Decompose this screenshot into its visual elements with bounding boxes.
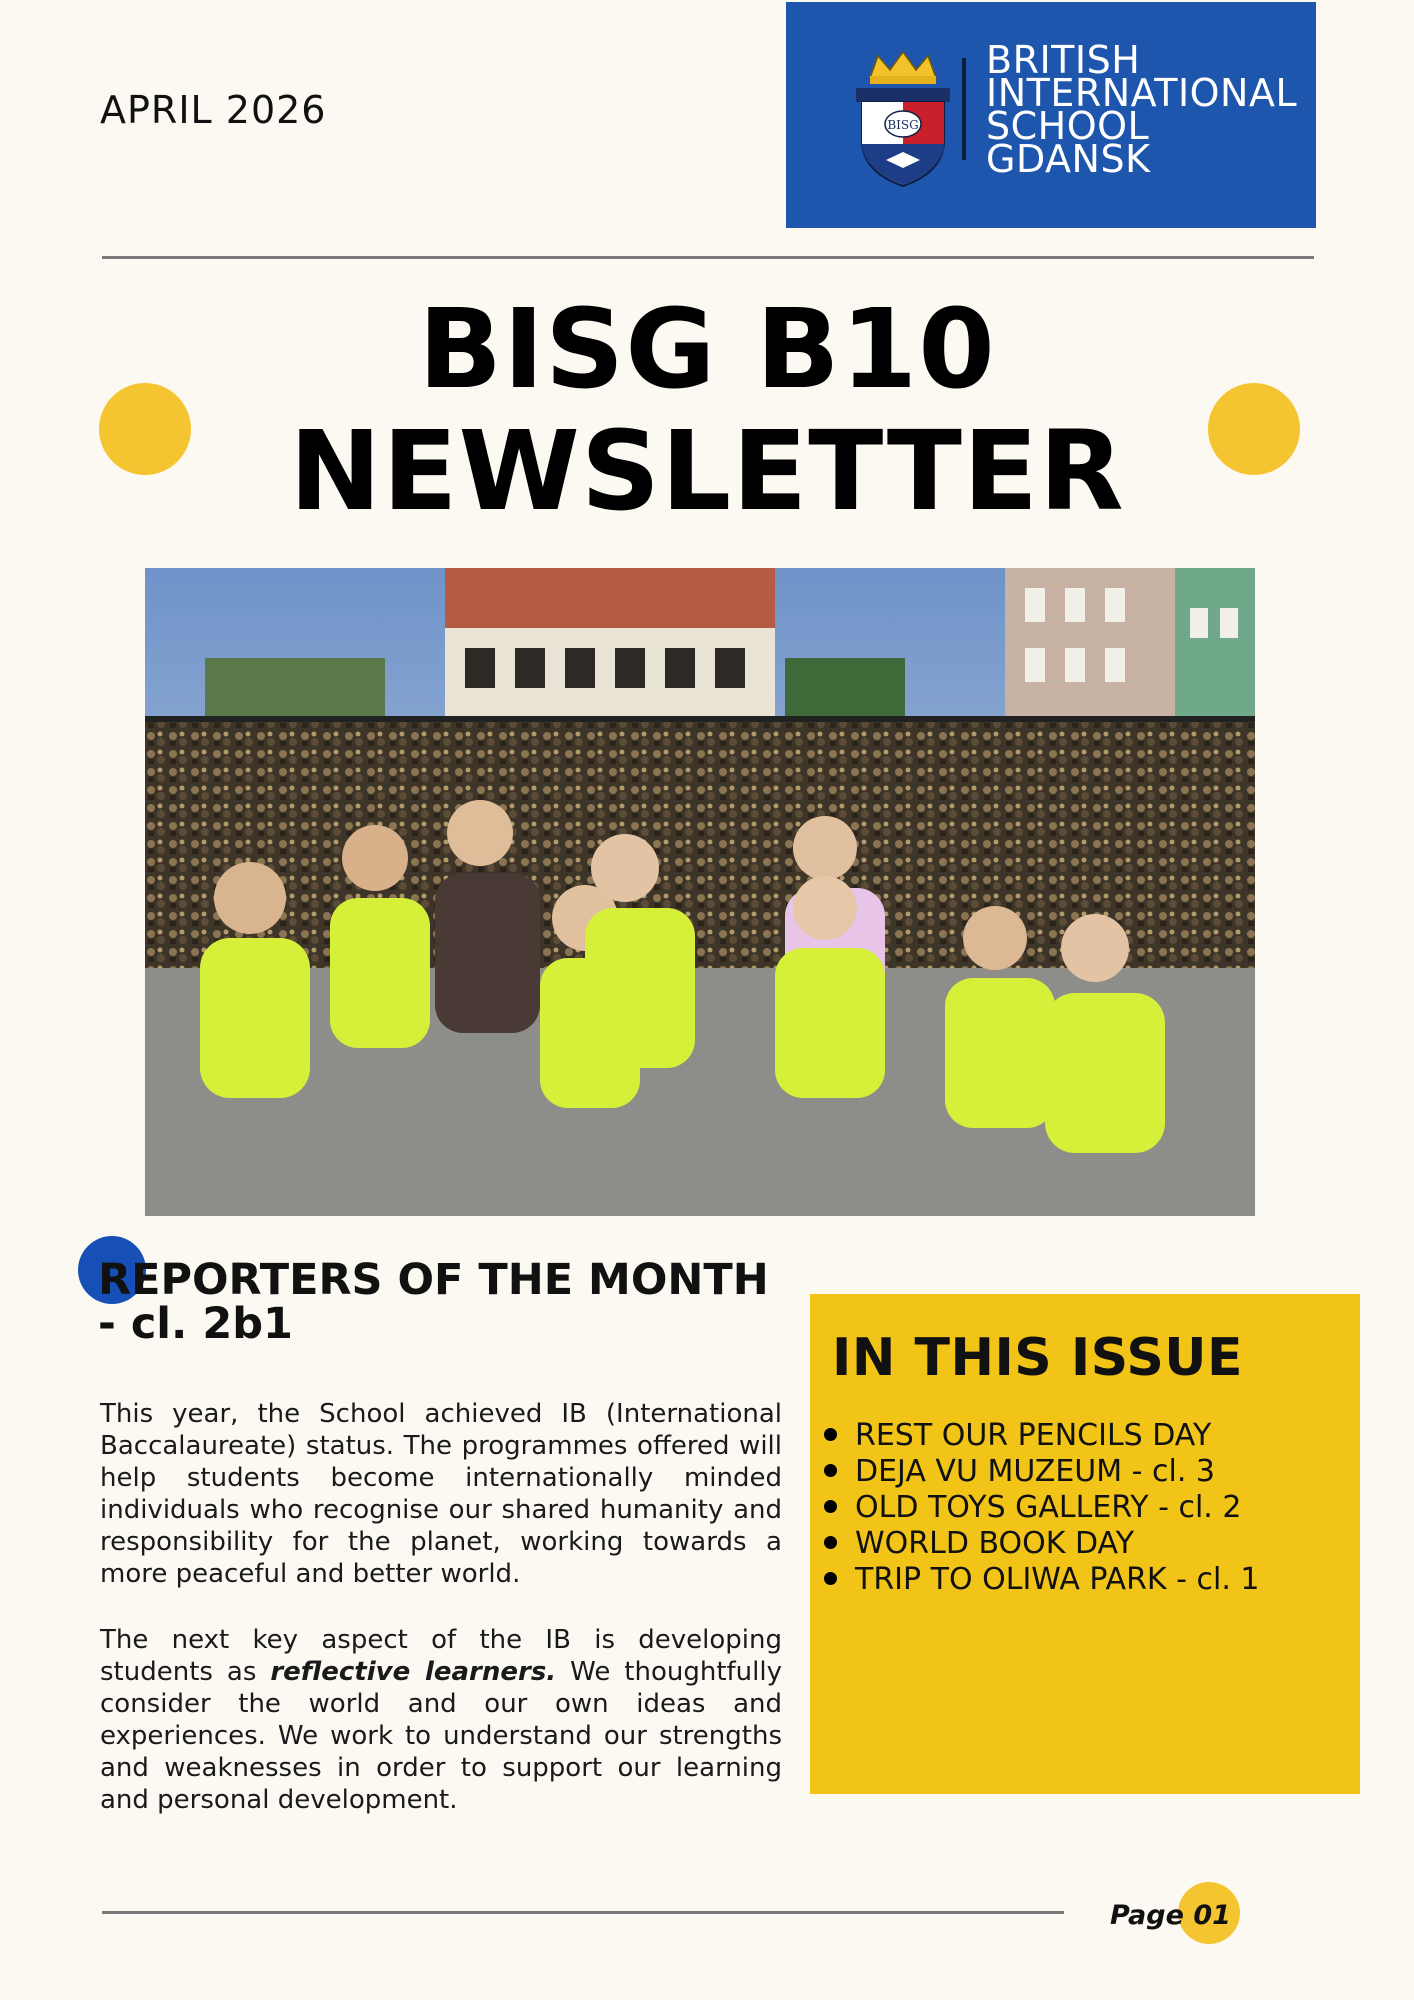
list-item-label: OLD TOYS GALLERY - cl. 2 xyxy=(855,1490,1242,1525)
list-item-label: WORLD BOOK DAY xyxy=(855,1526,1135,1561)
article-paragraph xyxy=(100,1624,782,1816)
list-item xyxy=(824,1526,1259,1562)
bullet-icon xyxy=(824,1428,837,1441)
bullet-icon xyxy=(824,1500,837,1513)
bullet-icon xyxy=(824,1464,837,1477)
in-this-issue-heading: IN THIS ISSUE xyxy=(832,1328,1244,1388)
emphasis-text: reflective learners. xyxy=(270,1657,557,1687)
page-word: Page xyxy=(1110,1900,1184,1931)
school-crest-icon xyxy=(848,48,958,188)
school-name-line: GDANSK xyxy=(986,137,1151,181)
page-number xyxy=(1110,1900,1231,1931)
crest-initials: BISG xyxy=(887,118,919,132)
article-heading xyxy=(98,1255,798,1349)
bullet-icon xyxy=(824,1572,837,1585)
school-name-line: BRITISH xyxy=(986,38,1141,82)
article-heading-line: REPORTERS OF THE MONTH xyxy=(98,1255,769,1305)
page-number-value: 01 xyxy=(1193,1900,1231,1931)
school-name-line: INTERNATIONAL xyxy=(986,71,1298,115)
title-line: BISG B10 xyxy=(418,285,996,413)
list-item-label: REST OUR PENCILS DAY xyxy=(855,1418,1212,1453)
in-this-issue-box xyxy=(810,1294,1360,1794)
logo-divider xyxy=(962,58,966,160)
list-item xyxy=(824,1490,1259,1526)
top-divider xyxy=(102,256,1314,259)
bottom-divider xyxy=(102,1911,1064,1914)
paragraph-text: The next key aspect of the IB is developing students as xyxy=(100,1625,782,1687)
list-item xyxy=(824,1454,1259,1490)
class-group-photo xyxy=(145,568,1255,1216)
article-paragraph: This year, the School achieved IB (International Baccalaureate) status. The programmes offered will help students become internationally minded individuals who recognise our shared humanity and responsibility for the planet, working towards a more peaceful and better world. xyxy=(100,1399,782,1589)
list-item-label: DEJA VU MUZEUM - cl. 3 xyxy=(855,1454,1215,1489)
title-line: NEWSLETTER xyxy=(289,407,1125,535)
list-item xyxy=(824,1562,1259,1598)
school-logo xyxy=(786,2,1316,228)
bullet-icon xyxy=(824,1536,837,1549)
photo-illustration-icon xyxy=(145,568,1255,1216)
list-item xyxy=(824,1418,1259,1454)
list-item-label: TRIP TO OLIWA PARK - cl. 1 xyxy=(855,1562,1260,1597)
issue-date: APRIL 2026 xyxy=(100,88,327,132)
newsletter-title xyxy=(0,285,1414,535)
article-heading-line: - cl. 2b1 xyxy=(98,1299,293,1349)
school-name xyxy=(986,38,1298,181)
paragraph-text: We thoughtfully consider the world and our own ideas and experiences. We work to understand our strengths and weaknesses in order to support our learning and personal development. xyxy=(100,1657,782,1815)
school-name-line: SCHOOL xyxy=(986,104,1150,148)
issue-list xyxy=(824,1418,1259,1598)
